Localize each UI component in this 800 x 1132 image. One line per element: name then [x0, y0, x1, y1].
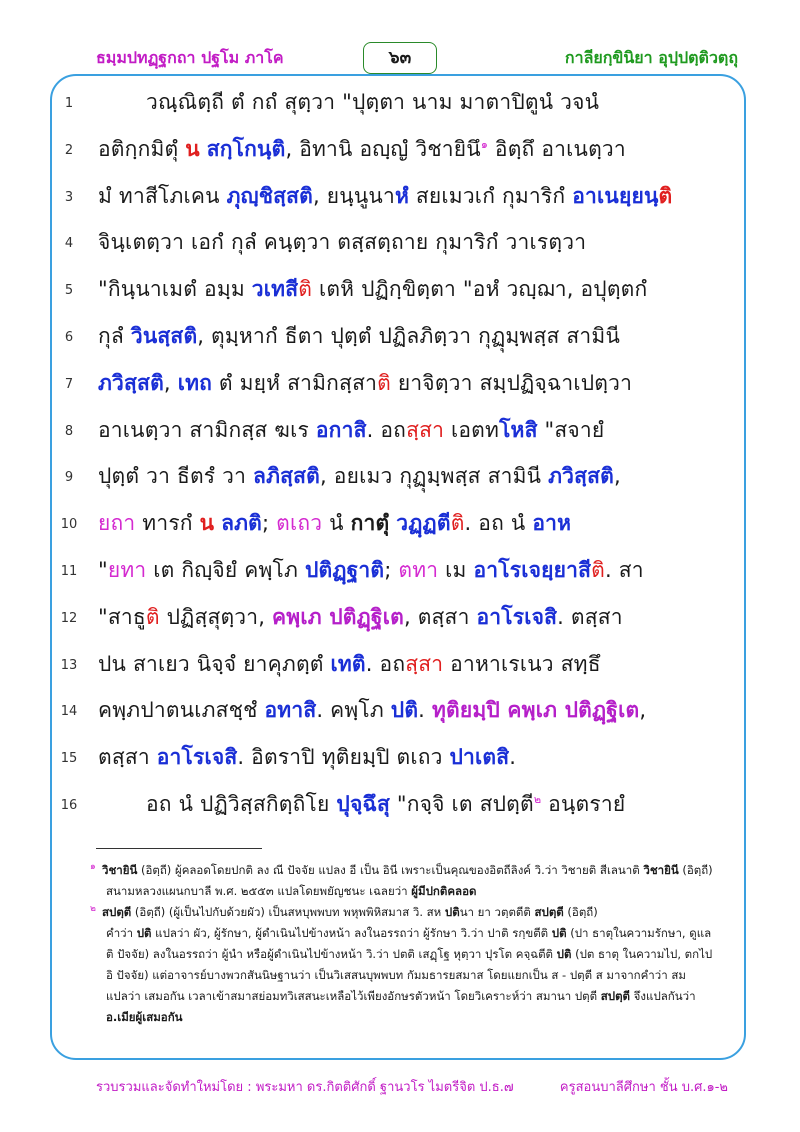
text-segment: อาโรเจยฺยาสี: [473, 558, 592, 582]
text-segment: ติ: [450, 511, 465, 536]
text-line: [0, 269, 800, 315]
line-number: 5: [64, 283, 74, 299]
footnote: [90, 902, 736, 1028]
footer-course: ครูสอนบาลีศึกษา ชั้น บ.ศ.๑-๒: [559, 1080, 728, 1095]
text-segment: . ตสฺสา: [557, 604, 623, 629]
text-line: [0, 597, 800, 643]
text-segment: . คพฺโภ: [316, 698, 391, 723]
text-segment: ติ: [145, 604, 160, 629]
footnote: [90, 860, 736, 902]
text-segment: อทาสิ: [264, 698, 317, 723]
footnote-ref: ๑: [480, 137, 489, 151]
text-segment: ติ: [591, 558, 605, 582]
text-segment: "สจายํ: [537, 417, 605, 442]
line-text: [98, 648, 728, 681]
line-text: [98, 507, 728, 540]
text-segment: อกาสิ: [315, 417, 367, 442]
page-header: [0, 38, 800, 78]
page-number: ๖๓: [363, 42, 437, 74]
text-segment: ปฏิสฺสุตฺวา,: [159, 604, 273, 629]
text-segment: สฺสา: [405, 651, 444, 676]
text-line: [0, 690, 800, 736]
text-segment: อาห: [532, 511, 572, 536]
text-segment: เม: [438, 558, 474, 582]
line-number: 7: [64, 376, 74, 392]
text-segment: อาโรเจสิ: [156, 745, 238, 770]
text-segment: ลภติ: [221, 511, 263, 536]
text-segment: โหสิ: [499, 417, 538, 442]
text-segment: .: [418, 698, 432, 723]
text-segment: ติ: [298, 277, 313, 302]
text-segment: ภวิสฺสติ: [98, 370, 164, 395]
text-line: [0, 410, 800, 456]
line-number: 15: [60, 751, 78, 767]
text-segment: อติกฺกมิตุํ: [98, 136, 186, 161]
text-line: [0, 737, 800, 783]
text-segment: ติ: [658, 183, 673, 208]
line-number: 8: [64, 423, 74, 439]
text-segment: เอตท: [444, 417, 500, 442]
text-segment: สยเมวเกํ กุมาริกํ: [409, 183, 573, 208]
text-segment: , อยเมว กุฏุมฺพสฺส สามินี: [320, 464, 549, 489]
text-segment: ตํ มยฺหํ สามิกสฺสา: [212, 370, 378, 395]
text-segment: ,: [163, 370, 178, 395]
line-number: 10: [60, 517, 78, 533]
line-number: 16: [60, 798, 78, 813]
text-segment: มํ ทาสีโภเคน: [98, 183, 227, 208]
line-number: 11: [60, 564, 78, 579]
line-number: 1: [64, 96, 74, 111]
text-segment: "กินฺนาเมตํ อมฺม: [98, 277, 252, 302]
text-segment: . อิตราปิ ทุติยมฺปิ ตเถว: [237, 745, 450, 770]
line-number: 14: [60, 704, 78, 720]
line-number: 4: [64, 236, 74, 252]
page-footer: [0, 1074, 800, 1098]
line-text: [98, 601, 728, 634]
line-number: 2: [64, 142, 74, 158]
line-number: 6: [64, 330, 74, 345]
line-text: [98, 741, 728, 774]
text-segment: อนฺตรายํ: [541, 792, 626, 816]
line-text: [98, 460, 728, 493]
text-segment: . สา: [604, 558, 644, 582]
text-segment: วฏฺฏตี: [396, 511, 451, 536]
line-text: [98, 226, 728, 259]
line-number: 3: [64, 189, 74, 205]
text-segment: หํ: [394, 183, 409, 208]
text-segment: ทารกํ: [135, 511, 200, 536]
text-segment: ตทา: [398, 558, 439, 582]
line-number: 13: [60, 657, 78, 673]
footnotes: [90, 860, 736, 1028]
text-line: [0, 363, 800, 409]
text-segment: ปุจฺฉึสุ: [336, 792, 390, 816]
text-segment: เทถ: [177, 370, 213, 395]
book-title: ธมฺมปทฏฺฐกถา ปฐโม ภาโค: [96, 48, 284, 67]
text-segment: , อิทานิ อญฺญํ วิชายินึ: [285, 136, 481, 161]
text-segment: วินสฺสติ: [130, 324, 198, 348]
footnote-line: อ.เมียผู้เสมอกัน: [106, 1010, 183, 1024]
text-segment: เทติ: [330, 651, 366, 676]
line-text: [146, 788, 728, 821]
text-segment: , ตสฺสา: [403, 604, 477, 629]
text-segment: ปติ: [390, 698, 419, 723]
line-text: [98, 554, 728, 587]
footnote-marker: ๑: [90, 862, 96, 872]
line-text: [146, 86, 728, 119]
line-text: [98, 273, 728, 306]
line-number: 12: [60, 610, 78, 626]
text-line: [0, 503, 800, 549]
text-segment: ": [98, 558, 108, 582]
text-segment: .: [509, 745, 517, 770]
text-segment: , ยนฺนูนา: [313, 183, 395, 208]
text-segment: ปน สาเยว นิจฺจํ ยาคุภตฺตํ: [98, 651, 331, 676]
text-segment: ตเถว: [276, 511, 323, 536]
footnote-line: ติ ปัจจัย) ลงในอรรถว่า ผู้นำ หรือผู้ดำเนินไปข้างหน้า วิ.ว่า ปตติ เสฏฺโฐ หุตฺวา ปุรโต คจฺฉตีติ ปติ (ปต ธาตุ ในความไป, ตกไป: [106, 947, 713, 961]
text-line: [0, 176, 800, 222]
text-segment: . อถ นํ: [464, 511, 533, 536]
text-line: [0, 456, 800, 502]
text-line: [0, 644, 800, 690]
text-segment: "สาธู: [98, 604, 146, 629]
text-segment: ยถา: [98, 511, 136, 536]
line-text: [98, 694, 728, 727]
line-number: 9: [64, 470, 74, 486]
text-segment: ปุตฺตํ วา ธีตรํ วา: [98, 464, 254, 489]
footnote-line: วิชายินี (อิตฺถี) ผู้คลอดโดยปกติ ลง ณี ปัจจัย แปลง อี เป็น อินี เพราะเป็นคุณของอิตถีลิงค์ วิ.ว่า วิชายติ สีเลนาติ วิชายินี (อิตฺถี): [102, 863, 713, 877]
text-line: [0, 316, 800, 362]
story-title: กาลียกฺขินิยา อุปฺปตฺติวตฺถุ: [564, 48, 738, 67]
text-segment: อาเนยฺยนฺ: [572, 183, 659, 208]
footnote-line: สปตฺตี (อิตฺถี) (ผู้เป็นไปกับด้วยผัว) เป็นสหบุพพบท พหุพพิหิสมาส วิ. สห ปตินา ยา วตฺตตีติ สปตฺตี (อิตฺถี): [102, 905, 598, 919]
text-segment: อถ นํ ปฏิวิสฺสกิตฺถิโย: [146, 792, 337, 816]
line-text: [98, 320, 728, 353]
text-segment: สฺสา: [406, 417, 445, 442]
text-segment: จินฺเตตฺวา เอกํ กุลํ คนฺตฺวา ตสฺสตฺถาย กุมาริกํ วาเรตฺวา: [98, 230, 587, 255]
text-segment: ปาเตสิ: [449, 745, 510, 770]
text-segment: ,: [639, 698, 647, 723]
text-segment: ;: [384, 558, 399, 582]
text-line: [0, 129, 800, 175]
text-segment: เต กิญฺจิยํ คพฺโภ: [146, 558, 305, 582]
text-line: [0, 222, 800, 268]
text-segment: อิตฺถึ อาเนตฺวา: [488, 136, 626, 161]
text-segment: ปติฏฺฐาติ: [304, 558, 385, 582]
text-segment: , ตุมฺหากํ ธีตา ปุตฺตํ ปฏิลภิตฺวา กุฏุมฺพสฺส สามินี: [197, 324, 620, 348]
footnote-line: อิ ปัจจัย) แต่อาจารย์บางพวกสันนิษฐานว่า เป็นวิเสสนบุพพบท กัมมธารยสมาส โดยแยกเป็น ส - ปตฺตี ส มาจากคำว่า สม: [106, 968, 686, 982]
text-segment: วณฺณิตฺถี ตํ กถํ สุตฺวา "ปุตฺตา นาม มาตาปิตูนํ วจนํ: [146, 90, 600, 114]
line-text: [98, 133, 728, 166]
text-segment: อาหาเรเนว สทฺธึ: [443, 651, 601, 676]
text-segment: ยทา: [107, 558, 147, 582]
text-segment: อาโรเจสิ: [476, 604, 558, 629]
text-segment: คพฺภปาตนเภสชฺชํ: [98, 698, 265, 723]
text-line: [0, 82, 800, 128]
text-segment: [200, 137, 207, 161]
line-text: [98, 367, 728, 400]
text-segment: ;: [262, 511, 277, 536]
text-segment: วเทสี: [251, 277, 299, 302]
footnote-ref: ๒: [533, 793, 542, 806]
footnote-line: คำว่า ปติ แปลว่า ผัว, ผู้รักษา, ผู้ดำเนินไปข้างหน้า ลงในอรรถว่า ผู้รักษา วิ.ว่า ปาติ รกฺขตีติ ปติ (ปา ธาตุในความรักษา, ดูแล: [106, 926, 712, 940]
line-text: [98, 180, 728, 213]
text-segment: "กจฺจิ เต สปตฺตี: [389, 792, 534, 816]
text-segment: เตหิ ปฏิกฺขิตฺตา "อหํ วญฺฌา, อปุตฺตกํ: [312, 277, 648, 302]
text-segment: ติ: [377, 370, 391, 395]
text-segment: สกฺโกนฺติ: [206, 136, 286, 161]
text-segment: ทุติยมฺปิ คพฺเภ ปติฏฺฐิเต: [431, 698, 640, 723]
text-segment: . อถ: [365, 651, 406, 676]
footnote-line: แปลว่า เสมอกัน เวลาเข้าสมาสย่อมทวิเสสนะเหลือไว้เพียงอักษรตัวหน้า โดยวิเคราะห์ว่า สมานา ปตฺตี สปตฺตี จึงแปลกันว่า: [106, 989, 696, 1003]
text-segment: อาเนตฺวา สามิกสฺส ฆเร: [98, 417, 316, 442]
text-segment: นํ: [322, 511, 351, 536]
text-line: [0, 784, 800, 830]
text-segment: ตสฺสา: [98, 745, 157, 770]
text-segment: กุลํ: [98, 324, 131, 348]
text-segment: น: [185, 136, 200, 161]
text-segment: ยาจิตฺวา สมฺปฏิจฺฉาเปตฺวา: [390, 370, 633, 395]
text-segment: คพฺเภ ปติฏฺฐิเต: [272, 604, 404, 629]
footnote-line: สนามหลวงแผนกบาลี พ.ศ. ๒๕๕๓ แปลโดยพยัญชนะ เฉลยว่า ผู้มีปกติคลอด: [106, 884, 477, 898]
text-segment: ภวิสฺสติ: [548, 464, 614, 489]
text-segment: น: [199, 511, 215, 536]
text-segment: ,: [613, 464, 621, 489]
text-segment: . อถ: [366, 417, 407, 442]
text-segment: ลภิสฺสติ: [253, 464, 320, 489]
footnote-marker: ๒: [90, 904, 96, 914]
text-line: [0, 550, 800, 596]
text-segment: ภุญฺชิสฺสติ: [226, 183, 314, 208]
text-segment: กาตุํ: [350, 511, 390, 536]
line-text: [98, 414, 728, 447]
footer-author: รวบรวมและจัดทำใหม่โดย : พระมหา ดร.กิตติศักดิ์ ฐานวโร ไมตรีจิต ป.ธ.๗: [96, 1080, 514, 1095]
footnote-divider: [96, 848, 262, 849]
